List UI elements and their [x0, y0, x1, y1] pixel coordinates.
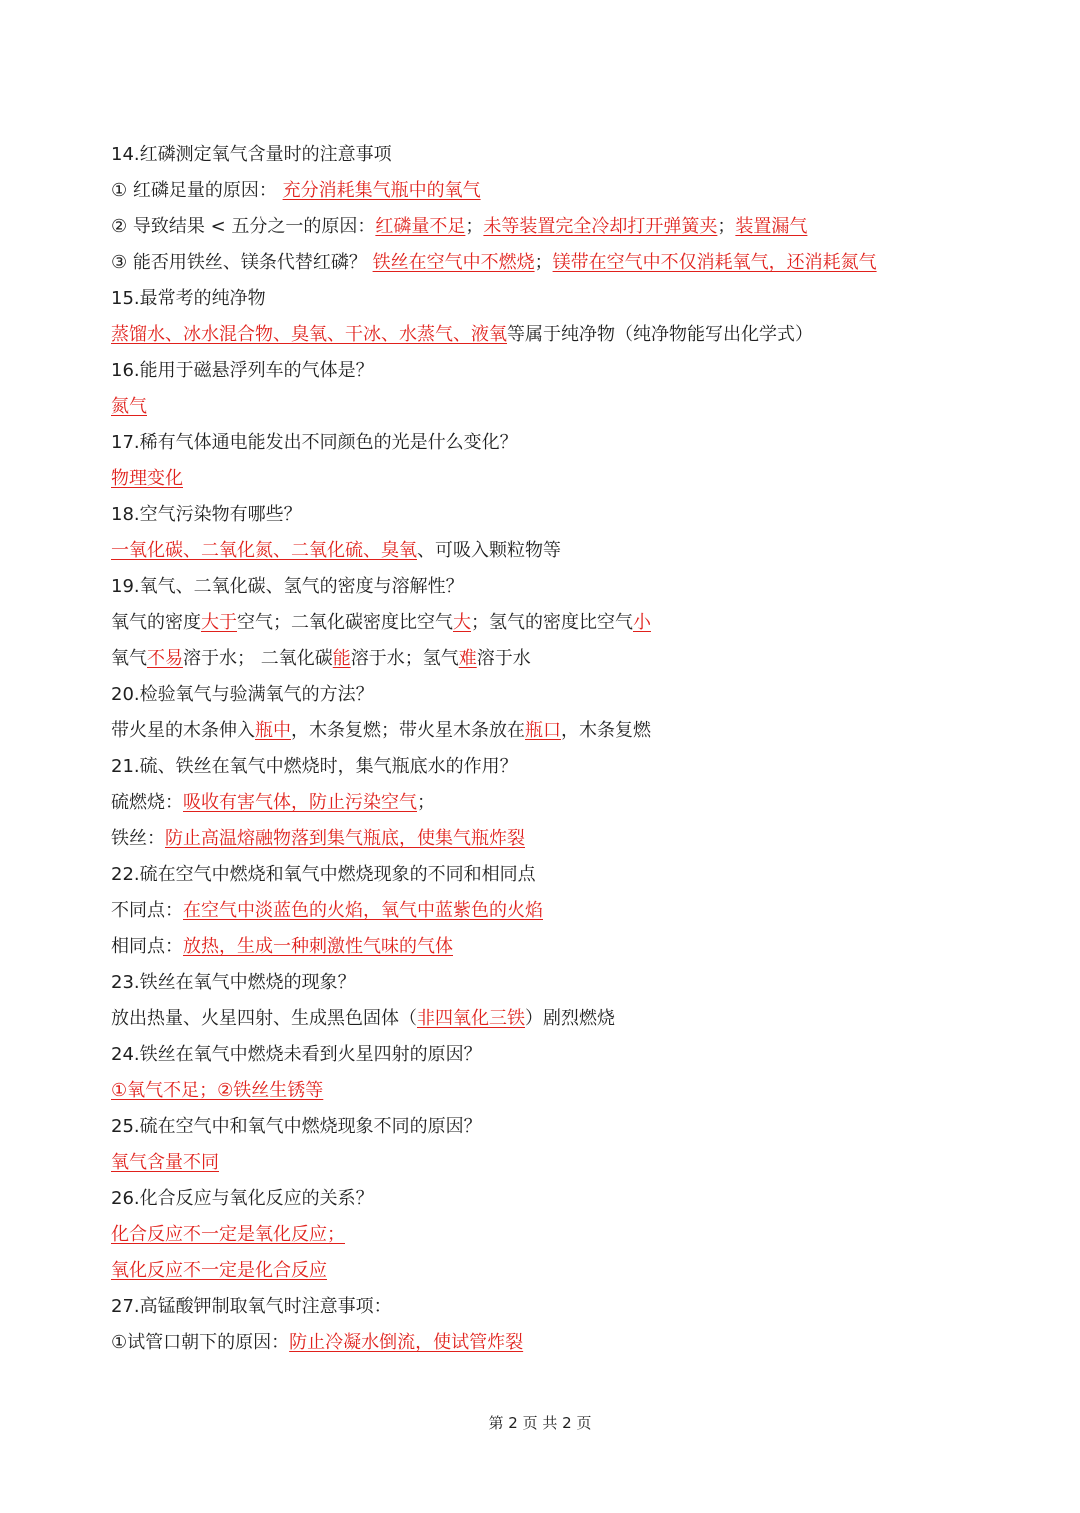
answer-text: 大于 [201, 612, 237, 633]
note-line [111, 1325, 1011, 1361]
answer-text: 不易 [147, 648, 183, 669]
note-text: 16.能用于磁悬浮列车的气体是？ [111, 360, 374, 381]
note-line [111, 1181, 1011, 1217]
note-text: 23.铁丝在氧气中燃烧的现象？ [111, 972, 356, 993]
note-text: 21.硫、铁丝在氧气中燃烧时，集气瓶底水的作用？ [111, 756, 518, 777]
note-line [111, 749, 1011, 785]
answer-text: 吸收有害气体，防止污染空气 [183, 792, 417, 813]
note-text: 18.空气污染物有哪些？ [111, 504, 302, 525]
note-text: 放出热量、火星四射、生成黑色固体（ [111, 1008, 417, 1029]
note-line [111, 1253, 1011, 1289]
note-line [111, 173, 1011, 209]
answer-text: 物理变化 [111, 468, 183, 489]
answer-text: 红磷量不足 [375, 216, 466, 237]
answer-text: 在空气中淡蓝色的火焰，氧气中蓝紫色的火焰 [183, 900, 543, 921]
note-text: ； [534, 252, 553, 273]
note-line [111, 497, 1011, 533]
answer-text: 瓶中 [255, 720, 291, 741]
note-text: 不同点： [111, 900, 183, 921]
note-text: ）剧烈燃烧 [525, 1008, 615, 1029]
note-line [111, 533, 1011, 569]
answer-text: 能 [332, 648, 351, 669]
note-line [111, 425, 1011, 461]
note-text: 20.检验氧气与验满氧气的方法？ [111, 684, 374, 705]
answer-text: 放热，生成一种刺激性气味的气体 [183, 936, 453, 957]
note-text: ；氢气的密度比空气 [471, 612, 633, 633]
note-text: 硫燃烧： [111, 792, 183, 813]
note-line [111, 209, 1011, 245]
answer-text: 氮气 [111, 396, 147, 417]
note-line [111, 1109, 1011, 1145]
note-text: 溶于水； 二氧化碳 [183, 648, 333, 669]
note-line [111, 821, 1011, 857]
note-text: 空气；二氧化碳密度比空气 [237, 612, 453, 633]
notes-content [111, 137, 1011, 1361]
answer-text: 铁丝在空气中不燃烧 [372, 252, 535, 273]
note-line [111, 965, 1011, 1001]
note-text: 22.硫在空气中燃烧和氧气中燃烧现象的不同和相同点 [111, 864, 536, 885]
note-text: ，木条复燃；带火星木条放在 [291, 720, 525, 741]
note-text: 溶于水；氢气 [350, 648, 459, 669]
note-text: 氧气的密度 [111, 612, 201, 633]
answer-text: 未等装置完全冷却打开弹簧夹 [483, 216, 718, 237]
note-text: ； [717, 216, 736, 237]
answer-text: 蒸馏水、冰水混合物、臭氧、干冰、水蒸气、液氧 [111, 324, 507, 345]
note-line [111, 137, 1011, 173]
note-text: 带火星的木条伸入 [111, 720, 255, 741]
note-text: 14.红磷测定氧气含量时的注意事项 [111, 144, 392, 165]
note-line [111, 1037, 1011, 1073]
note-text: 19.氧气、二氧化碳、氢气的密度与溶解性？ [111, 576, 464, 597]
note-line [111, 857, 1011, 893]
note-line [111, 1217, 1011, 1253]
answer-text: ①氧气不足；②铁丝生锈等 [111, 1080, 324, 1101]
note-text: 15.最常考的纯净物 [111, 288, 266, 309]
answer-text: 一氧化碳、二氧化氮、二氧化硫、臭氧 [111, 540, 417, 561]
note-text: 24.铁丝在氧气中燃烧未看到火星四射的原因？ [111, 1044, 482, 1065]
answer-text: 氧化反应不一定是化合反应 [111, 1260, 327, 1281]
note-text: ①试管口朝下的原因： [111, 1332, 290, 1353]
note-line [111, 1073, 1011, 1109]
answer-text: 难 [458, 648, 477, 669]
answer-text: 充分消耗集气瓶中的氧气 [282, 180, 481, 201]
answer-text: 小 [633, 612, 651, 633]
note-line [111, 353, 1011, 389]
note-line [111, 677, 1011, 713]
note-text: 26.化合反应与氧化反应的关系？ [111, 1188, 374, 1209]
note-text: ③ 能否用铁丝、镁条代替红磷？ [111, 252, 373, 273]
note-text: 氧气 [111, 648, 147, 669]
note-line [111, 281, 1011, 317]
note-line [111, 389, 1011, 425]
note-text: 17.稀有气体通电能发出不同颜色的光是什么变化？ [111, 432, 518, 453]
note-line [111, 605, 1011, 641]
answer-text: 镁带在空气中不仅消耗氧气，还消耗氮气 [552, 252, 877, 273]
note-text: 相同点： [111, 936, 183, 957]
note-line [111, 317, 1011, 353]
note-line [111, 1145, 1011, 1181]
answer-text: 装置漏气 [735, 216, 808, 237]
note-text: 溶于水 [476, 648, 531, 669]
note-line [111, 785, 1011, 821]
note-text: 等属于纯净物（纯净物能写出化学式） [507, 324, 813, 345]
page-footer: 第 2 页 共 2 页 [488, 1414, 592, 1432]
note-line [111, 893, 1011, 929]
note-line [111, 1001, 1011, 1037]
note-line [111, 461, 1011, 497]
answer-text: 非四氧化三铁 [417, 1008, 525, 1029]
note-text: ① 红磷足量的原因： [111, 180, 283, 201]
note-line [111, 569, 1011, 605]
note-text: 、可吸入颗粒物等 [417, 540, 561, 561]
note-text: 铁丝： [111, 828, 165, 849]
note-text: 27.高锰酸钾制取氧气时注意事项： [111, 1296, 392, 1317]
note-line [111, 713, 1011, 749]
answer-text: 防止高温熔融物落到集气瓶底，使集气瓶炸裂 [165, 828, 525, 849]
answer-text: 防止冷凝水倒流，使试管炸裂 [289, 1332, 524, 1353]
answer-text: 瓶口 [525, 720, 561, 741]
answer-text: 化合反应不一定是氧化反应； [111, 1224, 345, 1245]
answer-text: 氧气含量不同 [111, 1152, 219, 1173]
note-line [111, 1289, 1011, 1325]
note-text: 25.硫在空气中和氧气中燃烧现象不同的原因？ [111, 1116, 482, 1137]
note-text: ； [465, 216, 484, 237]
note-text: ； [417, 792, 435, 813]
answer-text: 大 [453, 612, 471, 633]
note-line [111, 641, 1011, 677]
note-text: ② 导致结果 < 五分之一的原因： [111, 216, 376, 237]
note-line [111, 245, 1011, 281]
note-text: ，木条复燃 [561, 720, 651, 741]
note-line [111, 929, 1011, 965]
